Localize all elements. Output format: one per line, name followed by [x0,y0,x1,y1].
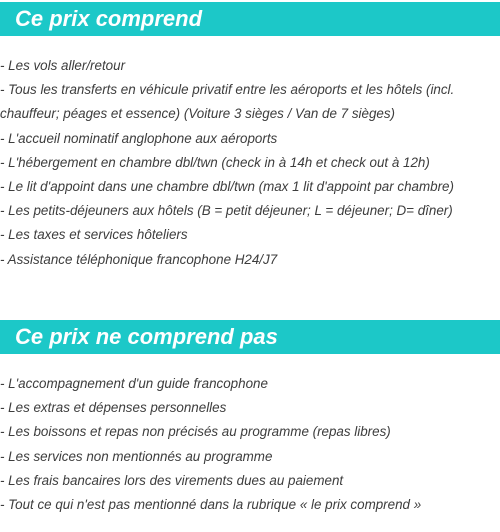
list-item: - Les extras et dépenses personnelles [0,400,227,416]
list-item: - Les boissons et repas non précisés au programme (repas libres) [0,424,391,440]
excluded-section-title: Ce prix ne comprend pas [0,320,500,354]
list-item: - Assistance téléphonique francophone H24/J7 [0,251,278,267]
list-item: - L'accueil nominatif anglophone aux aéroports [0,130,278,146]
list-item: - Les petits-déjeuners aux hôtels (B = petit déjeuner; L = déjeuner; D= dîner) [0,203,453,219]
list-item: - Les vols aller/retour [0,58,126,73]
list-item: - Tous les transferts en véhicule privatif entre les aéroports et les hôtels (incl. chauffeur; péages et essence) (Voiture 3 sièges / Van de 7 sièges) [0,82,455,122]
list-item: - Le lit d'appoint dans une chambre dbl/twn (max 1 lit d'appoint par chambre) [0,179,454,195]
list-item: - L'hébergement en chambre dbl/twn (check in à 14h et check out à 12h) [0,154,430,170]
included-list [0,54,500,272]
list-item: - Les taxes et services hôteliers [0,227,188,243]
list-item: - Tout ce qui n'est pas mentionné dans la rubrique « le prix comprend » [0,497,422,513]
included-section-title: Ce prix comprend [0,2,500,36]
list-item: - L'accompagnement d'un guide francophone [0,376,268,391]
excluded-list [0,372,500,517]
list-item: - Les frais bancaires lors des virements dues au paiement [0,472,344,488]
list-item: - Les services non mentionnés au programme [0,448,273,464]
